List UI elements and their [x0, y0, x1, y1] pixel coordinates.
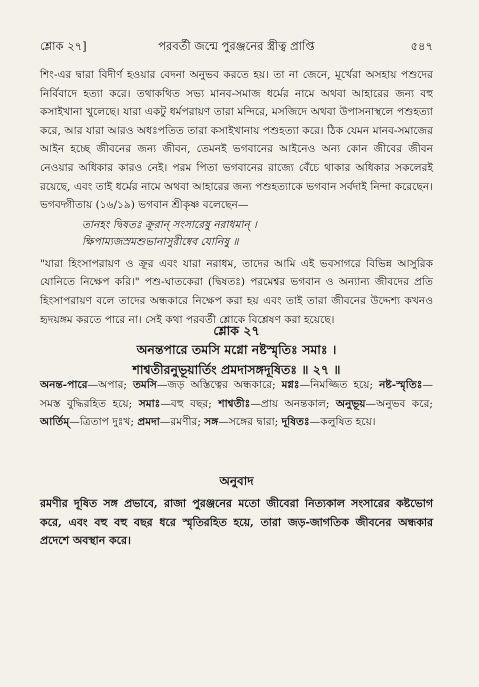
verse-line: শাশ্বতীরনুভূয়ার্তিং প্রমদাসঙ্গদূষিতঃ ॥ ২৭ ॥	[132, 362, 341, 377]
synonym-meaning: —অপার;	[87, 379, 133, 391]
synonym-meaning: —কলুষিত হয়ে।	[309, 416, 376, 428]
synonym-meaning: —ত্রিতাপ দুঃখ;	[69, 416, 138, 428]
synonym-meaning: —প্রায় অনন্তকাল;	[250, 397, 336, 410]
synonym-meaning: —বহু বছর;	[160, 397, 219, 410]
synonym-meaning: —নিমজ্জিত হয়ে;	[299, 379, 380, 391]
page-number: ৫৪৭	[410, 39, 433, 53]
verse-line: অনন্তপারে তমসি মগ্নো নষ্টস্মৃতিঃ সমাঃ ।	[136, 342, 337, 357]
synonym-word: প্রমদা	[137, 416, 160, 428]
synonym-word: সঙ্গ	[204, 416, 219, 428]
synonym-meaning: —রমণীর;	[159, 416, 205, 428]
synonym-meaning: —সমস্ত বুদ্ধিরহিত হয়ে;	[40, 379, 434, 410]
paragraph: শিং-এর দ্বারা বিদীর্ণ হওয়ার বেদনা অনুভব করতে হয়। তা না জেনে, মূর্খেরা অসহায় পশুদের নির্বিবাদে হত্যা করে। তথাকথিত সভ্য মানব-সমাজ ধর্মের নামে অথবা আহারের জন্য বহু কসাইখানা খুলেছে। যারা একটু ধর্মপরায়ণ তারা মন্দিরে, মসজিদে অথবা উপাসনাস্থলে পশুহত্যা করে, আর যারা আরও অধঃপতিত তারা কসাইখানায় পশুহত্যা করে। ঠিক যেমন মানব-সমাজের আইন হচ্ছে জীবনের জন্য জীবন, তেমনই ভগবানের আইনেও অন্য কোন জীবের জীবন নেওয়ার অধিকার কারও নেই। পরম পিতা ভগবানের রাজ্যে বেঁচে থাকার অধিকার সকলেরই রয়েছে, এবং তাই ধর্মের নামে অথবা আহারের জন্য পশুহত্যাকে ভগবান সর্বদাই নিন্দা করেছেন। ভগবদ্গীতায় (১৬/১৯) ভগবান শ্রীকৃষ্ণ বলেছেন—	[40, 69, 433, 212]
synonym-word: নষ্ট-স্মৃতিঃ	[379, 379, 423, 391]
synonym-word: শাশ্বতীঃ	[218, 397, 251, 410]
synonym-word: তমসি	[132, 379, 157, 391]
synonym-word: দূষিতঃ	[281, 416, 310, 428]
synonym-word: আর্তিম্	[40, 416, 70, 428]
header-verse-ref: শ্লোক ২৭]	[40, 39, 87, 53]
synonym-meaning: —জড় অস্তিত্বের অন্ধকারে;	[156, 379, 282, 391]
verse	[40, 322, 433, 380]
synonym-meaning: —সঙ্গের দ্বারা;	[218, 416, 282, 428]
purport-text	[40, 66, 433, 329]
translation-text: রমণীর দূষিত সঙ্গ প্রভাবে, রাজা পুরঞ্জনের মতো জীবেরা নিত্যকাল সংসারের কষ্টভোগ করে, এবং বহু বহু বছর ধরে স্মৃতিরহিত হয়ে, তারা জড়-জাগতিক জীবনের অন্ধকার প্রদেশে অবস্থান করে।	[40, 497, 433, 548]
synonym-word: অনুভূয়	[335, 397, 366, 410]
running-header	[40, 38, 433, 58]
verse-title: শ্লোক ২৭	[213, 323, 260, 338]
synonyms	[40, 376, 433, 432]
synonym-meaning: —অনুভব করে;	[365, 397, 433, 410]
quote-line: ক্ষিপাম্যজস্রমশুভানাসুরীষ্বেব যোনিষু ॥	[82, 235, 239, 248]
quote-line: তানহং দ্বিষতঃ ক্রূরান্ সংসারেষু নরাধমান্ ।	[82, 218, 257, 231]
gita-quote	[40, 217, 433, 251]
header-chapter-title: পরবর্তী জন্মে পুরঞ্জনের স্ত্রীত্ব প্রাপ্তি	[158, 39, 315, 53]
synonym-word: অনন্ত-পারে	[40, 379, 88, 391]
synonym-word: সমাঃ	[138, 397, 161, 410]
translation-title: অনুবাদ	[219, 474, 254, 488]
synonym-word: মগ্নঃ	[281, 379, 300, 391]
paragraph: "যারা হিংসাপরায়ণ ও ক্রূর এবং যারা নরাধম, তাদের আমি এই ভবসাগরে বিভিন্ন আসুরিক যোনিতে নিক্ষেপ করি।" পশু-ঘাতকেরা (দ্বিষতঃ) পরমেশ্বর ভগবান ও অন্যান্য জীবদের প্রতি হিংসাপরায়ণ বলে তাদের অন্ধকারে নিক্ষেপ করা হয় এবং তাই তারা জীবনের উদ্দেশ্য কখনও হৃদয়ঙ্গম করতে পারে না। সেই কথা পরবর্তী শ্লোকে বিশ্লেষণ করা হয়েছে।	[40, 257, 433, 326]
